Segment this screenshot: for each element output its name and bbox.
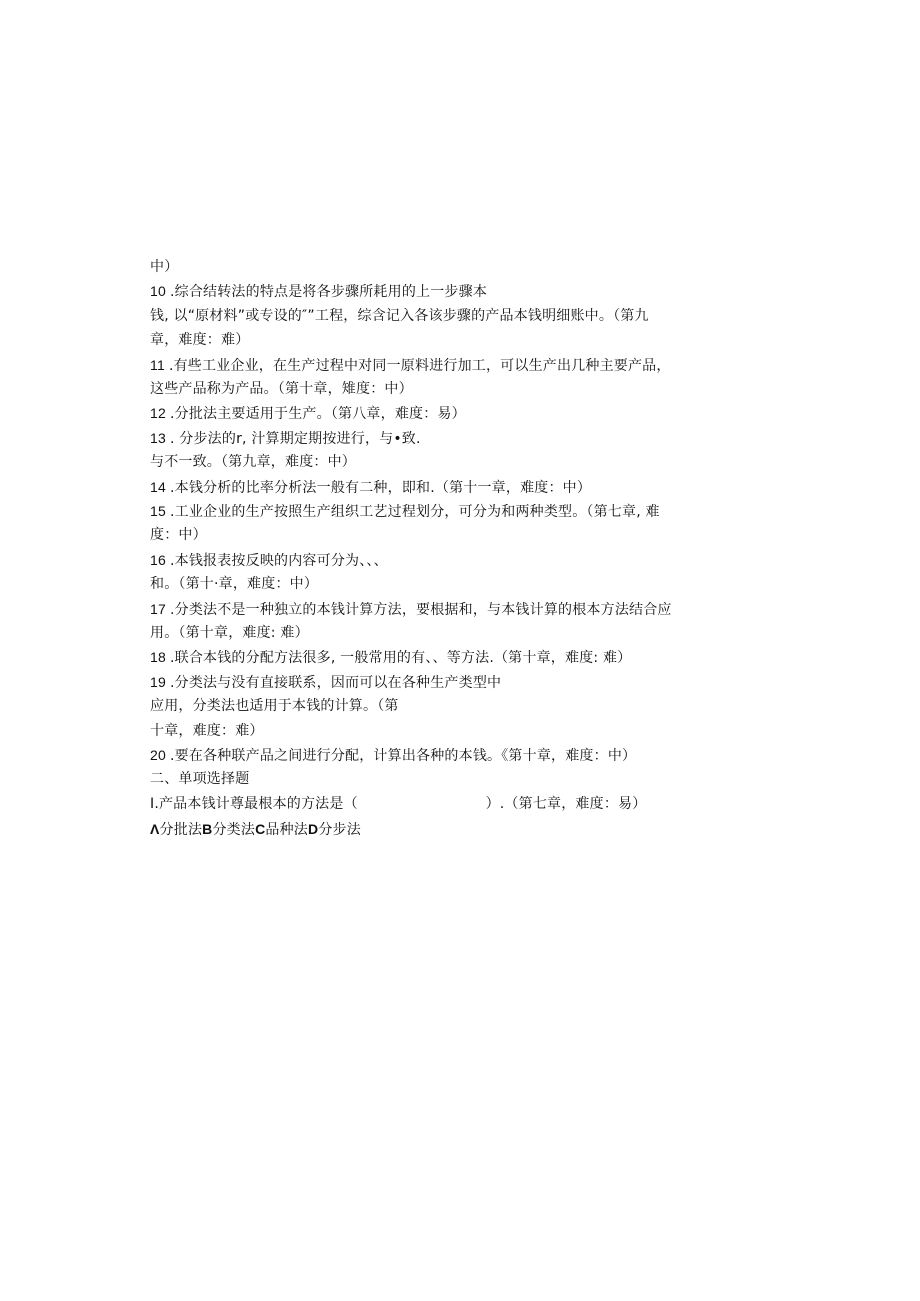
option-d-letter: D xyxy=(308,821,319,837)
option-b-letter: B xyxy=(202,821,213,837)
line-text: 章，难度：难） xyxy=(150,332,250,349)
item-number: 16 xyxy=(150,551,166,568)
text-line xyxy=(150,648,631,667)
text-line xyxy=(150,307,649,325)
line-text: .分类法不是一种独立的本钱计算方法，要根据和，与本钱计算的根本方法结合应 xyxy=(169,601,672,618)
line-text: 十章，难度：难） xyxy=(150,722,264,739)
text-line xyxy=(150,526,207,544)
text-line xyxy=(150,282,487,301)
line-text: 用。（第十章，难度: 难） xyxy=(150,625,309,641)
line-text: I.产品本钱计尊最根本的方法是（ ）.（第七章，难度：易） xyxy=(150,795,647,812)
line-text: .分批法主要适用于生产。（第八章，难度：易） xyxy=(169,406,466,423)
item-number: 10 xyxy=(150,283,166,300)
text-line xyxy=(150,404,466,423)
text-line xyxy=(150,600,672,619)
item-number: 20 xyxy=(150,747,166,763)
option-a-letter: Λ xyxy=(150,821,160,837)
line-text: 度：中） xyxy=(150,527,207,544)
line-text: .联合本钱的分配方法很多, 一般常用的有、、等方法.（第十章，难度: 难） xyxy=(169,650,632,667)
option-c-letter: C xyxy=(255,821,266,837)
line-text: 与不一致。（第九章，难度：中） xyxy=(150,454,356,471)
text-line xyxy=(150,575,318,593)
line-text: .要在各种联产品之间进行分配，计算出各种的本钱。《第十章，难度：中） xyxy=(169,748,637,764)
text-line xyxy=(150,746,636,765)
text-line xyxy=(150,478,591,497)
line-text: .本钱分析的比率分析法一般有二种，即和.（第十一章，难度：中） xyxy=(169,479,592,496)
line-text: .本钱报表按反映的内容可分为、、、 xyxy=(169,552,388,569)
line-text: 中） xyxy=(150,259,179,275)
option-b-text: 分类法 xyxy=(212,822,256,838)
text-line xyxy=(150,502,660,521)
line-text: 钱, 以“原材料”或专设的″”工程，综含记入各该步骤的产品本钱明细账中。（第九 xyxy=(150,307,649,324)
option-a-text: 分批法 xyxy=(159,822,203,838)
line-text: .综合结转法的特点是将各步骤所耗用的上一步骤本 xyxy=(169,284,488,301)
line-text: 应用，分类法也适用于本钱的计算。（第 xyxy=(150,698,399,715)
item-number: 11 xyxy=(150,356,165,373)
item-number: 18 xyxy=(150,649,166,666)
text-line xyxy=(150,331,249,349)
option-c-text: 品种法 xyxy=(265,822,308,838)
item-number: 15 xyxy=(150,503,166,519)
text-line xyxy=(150,356,671,375)
text-line xyxy=(150,770,249,788)
item-number: 12 xyxy=(150,405,166,422)
line-text: . 分步法的r, 汁算期定期按进行，与•致. xyxy=(169,430,421,447)
option-d-text: 分步法 xyxy=(318,822,361,838)
text-line xyxy=(150,624,309,642)
text-line xyxy=(150,551,388,570)
text-line xyxy=(150,673,501,692)
text-line xyxy=(150,722,264,740)
line-text: .有些工业企业，在生产过程中对同一原料进行加工，可以生产出几种主要产品， xyxy=(168,357,671,374)
line-text: 二、单项选择题 xyxy=(150,771,250,788)
item-number: 17 xyxy=(150,600,166,617)
text-line xyxy=(150,697,399,715)
text-line xyxy=(150,380,413,398)
text-line xyxy=(150,429,421,448)
answer-options xyxy=(150,820,361,839)
line-text: .分类法与没有直接联系，因而可以在各种生产类型中 xyxy=(169,674,502,691)
text-line xyxy=(150,453,356,471)
line-text: 和。（第十·章，难度：中） xyxy=(150,576,319,593)
item-number: 14 xyxy=(150,478,166,495)
text-line xyxy=(150,795,646,813)
item-number: 13 xyxy=(150,429,166,446)
text-line xyxy=(150,258,178,276)
line-text: 这些产品称为产品。（第十章，雉度：中） xyxy=(150,381,413,397)
item-number: 19 xyxy=(150,673,166,690)
line-text: .工业企业的生产按照生产组织工艺过程划分，可分为和两种类型。（第七章, 难 xyxy=(169,504,660,520)
